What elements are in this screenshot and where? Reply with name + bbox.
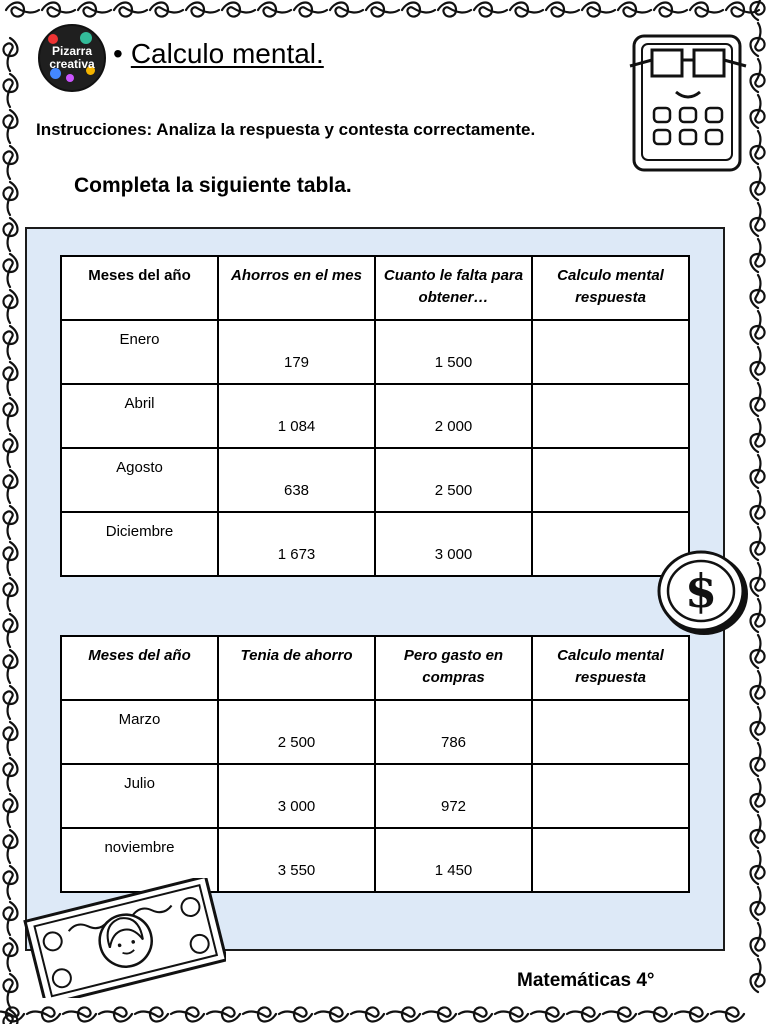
table-row: [61, 320, 689, 384]
border-swirl: [751, 923, 765, 956]
border-swirl: [474, 3, 507, 17]
border-swirl: [751, 671, 765, 704]
footer-subject-label: Matemáticas 4°: [517, 970, 655, 991]
border-swirl: [3, 434, 17, 467]
border-swirl: [3, 506, 17, 539]
month-cell: Marzo: [118, 711, 161, 728]
border-swirl: [751, 491, 765, 524]
answer-cell[interactable]: [532, 448, 689, 512]
border-swirl: [531, 1007, 564, 1021]
border-swirl: [3, 38, 17, 71]
table-row: [61, 448, 689, 512]
header-meses: Meses del año: [61, 636, 218, 700]
dollar-coin-illustration: [655, 547, 751, 637]
savings-table: [60, 255, 690, 577]
border-swirl: [3, 578, 17, 611]
border-swirl: [751, 383, 765, 416]
border-swirl: [3, 1010, 17, 1024]
ahorros-cell: 1 084: [277, 418, 316, 435]
answer-cell[interactable]: [532, 384, 689, 448]
border-swirl: [99, 1007, 132, 1021]
month-cell: Enero: [119, 331, 160, 348]
border-swirl: [402, 3, 435, 17]
border-swirl: [751, 311, 765, 344]
table-row: [61, 764, 689, 828]
border-swirl: [751, 275, 765, 308]
falta-cell: 3 000: [434, 546, 473, 563]
border-swirl: [0, 1007, 24, 1021]
border-swirl: [3, 830, 17, 863]
border-swirl: [603, 1007, 636, 1021]
month-cell: noviembre: [104, 839, 175, 856]
border-swirl: [751, 95, 765, 128]
table-header-row: [61, 636, 689, 700]
border-swirl: [459, 1007, 492, 1021]
banknote-illustration: [22, 878, 226, 998]
border-swirl: [654, 3, 687, 17]
border-swirl: [423, 1007, 456, 1021]
table-row: [61, 512, 689, 576]
ahorro-cell: 3 000: [277, 798, 316, 815]
border-swirl: [3, 74, 17, 107]
border-swirl: [243, 1007, 276, 1021]
border-swirl: [751, 959, 765, 992]
border-swirl: [751, 635, 765, 668]
border-swirl: [751, 455, 765, 488]
border-swirl: [3, 362, 17, 395]
ahorro-cell: 3 550: [277, 862, 316, 879]
border-swirl: [751, 131, 765, 164]
border-swirl: [510, 3, 543, 17]
border-swirl: [3, 146, 17, 179]
border-swirl: [751, 239, 765, 272]
border-swirl: [3, 902, 17, 935]
instructions-text: Instrucciones: Analiza la respuesta y contesta correctamente.: [36, 120, 536, 139]
border-swirl: [495, 1007, 528, 1021]
border-swirl: [207, 1007, 240, 1021]
pizarra-creativa-logo: [38, 24, 106, 92]
border-swirl: [3, 974, 17, 1007]
table-row: [61, 700, 689, 764]
border-swirl: [3, 686, 17, 719]
border-swirl: [258, 3, 291, 17]
dollar-sign: $: [684, 564, 718, 618]
border-swirl: [63, 1007, 96, 1021]
border-swirl: [546, 3, 579, 17]
header-gasto: Pero gasto en compras: [375, 636, 532, 700]
subtitle-text: Completa la siguiente tabla.: [74, 174, 352, 197]
border-swirl: [114, 3, 147, 17]
border-swirl: [3, 614, 17, 647]
border-swirl: [3, 110, 17, 143]
logo-text-line2: creativa: [49, 57, 95, 71]
border-swirl: [751, 59, 765, 92]
spending-table: [60, 635, 690, 893]
page-title-row: [113, 38, 324, 70]
border-swirl: [3, 182, 17, 215]
border-swirl: [78, 3, 111, 17]
border-swirl: [751, 203, 765, 236]
header-tenia: Tenia de ahorro: [218, 636, 375, 700]
border-swirl: [186, 3, 219, 17]
border-swirl: [751, 599, 765, 632]
ahorros-cell: 1 673: [277, 546, 316, 563]
border-swirl: [351, 1007, 384, 1021]
border-swirl: [711, 1007, 744, 1021]
border-swirl: [3, 866, 17, 899]
table-row: [61, 384, 689, 448]
border-swirl: [751, 887, 765, 920]
month-cell: Abril: [124, 395, 155, 412]
border-swirl: [3, 218, 17, 251]
border-swirl: [3, 650, 17, 683]
border-swirl: [279, 1007, 312, 1021]
border-swirl: [582, 3, 615, 17]
falta-cell: 2 500: [434, 482, 473, 499]
border-swirl: [751, 851, 765, 884]
border-swirl: [751, 563, 765, 596]
border-swirl: [3, 938, 17, 971]
header-meses: Meses del año: [61, 256, 218, 320]
border-swirl: [3, 758, 17, 791]
header-ahorros: Ahorros en el mes: [218, 256, 375, 320]
border-swirl: [3, 398, 17, 431]
border-swirl: [366, 3, 399, 17]
border-swirl: [3, 326, 17, 359]
answer-cell[interactable]: [532, 828, 689, 892]
border-swirl: [751, 743, 765, 776]
border-swirl: [135, 1007, 168, 1021]
border-swirl: [315, 1007, 348, 1021]
logo-text-line1: Pizarra: [51, 44, 93, 58]
border-swirl: [294, 3, 327, 17]
border-swirl: [42, 3, 75, 17]
border-swirl: [751, 779, 765, 812]
gasto-cell: 786: [440, 734, 467, 751]
border-swirl: [6, 3, 39, 17]
gasto-cell: 972: [440, 798, 467, 815]
border-swirl: [3, 470, 17, 503]
border-swirl: [222, 3, 255, 17]
border-swirl: [751, 527, 765, 560]
border-swirl: [751, 347, 765, 380]
border-swirl: [3, 254, 17, 287]
border-swirl: [27, 1007, 60, 1021]
header-falta: Cuanto le falta para obtener…: [375, 256, 532, 320]
border-swirl: [675, 1007, 708, 1021]
falta-cell: 1 500: [434, 354, 473, 371]
border-swirl: [751, 419, 765, 452]
border-swirl: [150, 3, 183, 17]
border-swirl: [330, 3, 363, 17]
month-cell: Julio: [124, 775, 155, 792]
border-swirl: [751, 0, 765, 20]
answer-cell[interactable]: [532, 764, 689, 828]
header-respuesta: Calculo mental respuesta: [532, 256, 689, 320]
border-swirl: [726, 3, 759, 17]
answer-cell[interactable]: [532, 700, 689, 764]
border-swirl: [639, 1007, 672, 1021]
border-swirl: [690, 3, 723, 17]
month-cell: Diciembre: [105, 523, 174, 540]
border-swirl: [751, 815, 765, 848]
answer-cell[interactable]: [532, 320, 689, 384]
table-header-row: [61, 256, 689, 320]
border-swirl: [618, 3, 651, 17]
border-swirl: [438, 3, 471, 17]
border-swirl: [3, 542, 17, 575]
falta-cell: 2 000: [434, 418, 473, 435]
border-swirl: [171, 1007, 204, 1021]
ahorros-cell: 179: [283, 354, 310, 371]
header-respuesta: Calculo mental respuesta: [532, 636, 689, 700]
border-swirl: [3, 794, 17, 827]
border-swirl: [567, 1007, 600, 1021]
border-swirl: [3, 290, 17, 323]
border-swirl: [387, 1007, 420, 1021]
title-bullet: •: [113, 38, 123, 69]
border-swirl: [751, 167, 765, 200]
gasto-cell: 1 450: [434, 862, 473, 879]
ahorro-cell: 2 500: [277, 734, 316, 751]
ahorros-cell: 638: [283, 482, 310, 499]
page-title: Calculo mental.: [130, 38, 324, 69]
border-swirl: [3, 722, 17, 755]
tablet-character-illustration: [628, 30, 748, 176]
border-swirl: [751, 707, 765, 740]
month-cell: Agosto: [116, 459, 163, 476]
border-swirl: [751, 23, 765, 56]
